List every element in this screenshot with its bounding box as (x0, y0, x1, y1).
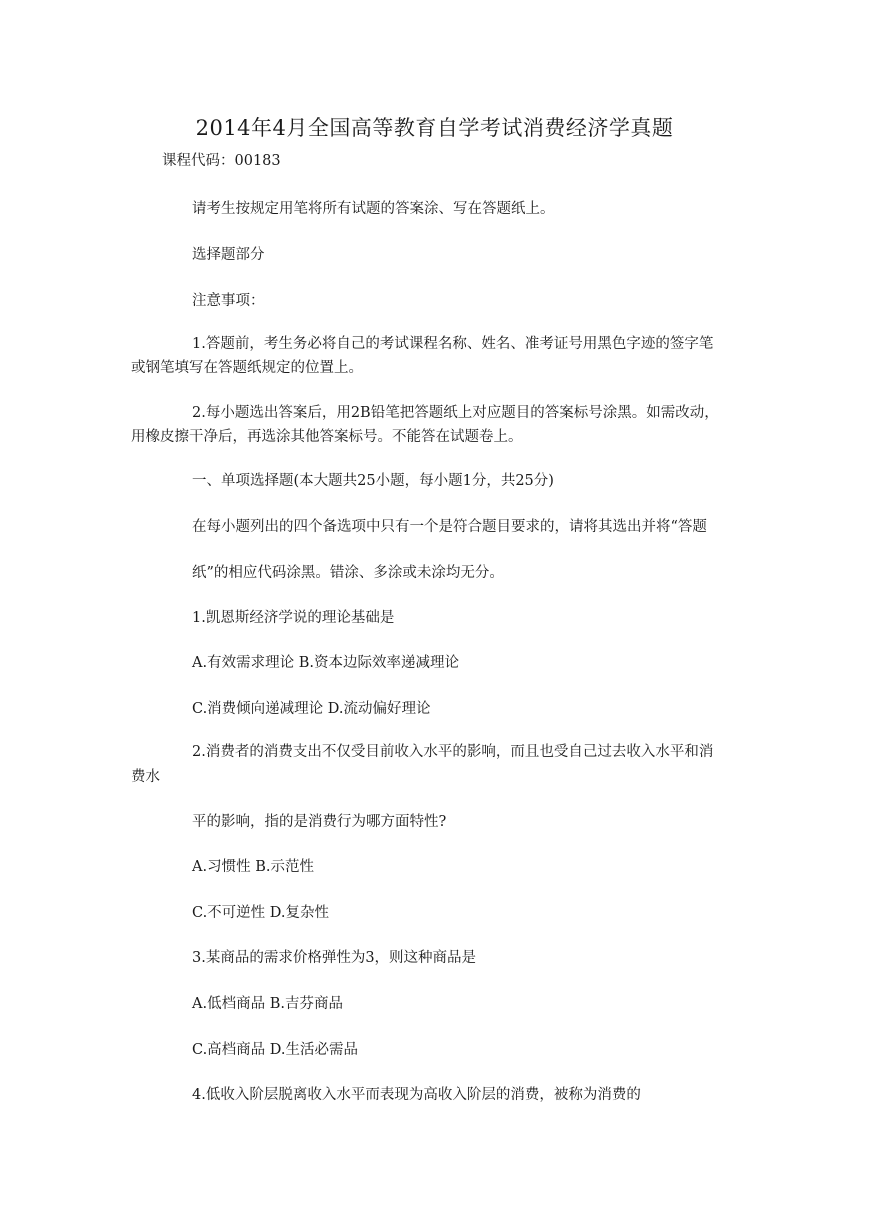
instruction-line: 请考生按规定用笔将所有试题的答案涂、写在答题纸上。 (192, 201, 555, 217)
question-2-line-2: 费水 (131, 769, 160, 785)
part-one-instruction-1: 在每小题列出的四个备选项中只有一个是符合题目要求的，请将其选出并将“答题 (192, 519, 707, 535)
section-heading: 选择题部分 (192, 247, 265, 263)
question-2-line-3: 平的影响，指的是消费行为哪方面特性? (192, 814, 447, 830)
note-1-line-2: 或钢笔填写在答题纸规定的位置上。 (131, 360, 363, 376)
question-3-options-cd: C.高档商品 D.生活必需品 (192, 1042, 359, 1058)
part-one-heading: 一、单项选择题(本大题共25小题，每小题1分，共25分) (192, 473, 554, 489)
document-title: 2014年4月全国高等教育自学考试消费经济学真题 (195, 116, 674, 140)
question-1-options-cd: C.消费倾向递减理论 D.流动偏好理论 (192, 701, 431, 717)
question-3-options-ab: A.低档商品 B.吉芬商品 (192, 996, 343, 1012)
question-1-options-ab: A.有效需求理论 B.资本边际效率递减理论 (192, 655, 459, 671)
question-3: 3.某商品的需求价格弹性为3，则这种商品是 (192, 950, 477, 966)
note-2-line-1: 2.每小题选出答案后，用2B铅笔把答题纸上对应题目的答案标号涂黑。如需改动， (192, 405, 719, 421)
question-4: 4.低收入阶层脱离收入水平而表现为高收入阶层的消费，被称为消费的 (192, 1087, 641, 1103)
notes-heading: 注意事项： (192, 293, 265, 309)
question-2-line-1: 2.消费者的消费支出不仅受目前收入水平的影响，而且也受自己过去收入水平和消 (192, 744, 714, 760)
question-2-options-ab: A.习惯性 B.示范性 (192, 859, 314, 875)
note-2-line-2: 用橡皮擦干净后，再选涂其他答案标号。不能答在试题卷上。 (131, 429, 523, 445)
part-one-instruction-2: 纸”的相应代码涂黑。错涂、多涂或未涂均无分。 (192, 565, 504, 581)
course-code: 课程代码：00183 (162, 153, 281, 169)
question-1: 1.凯恩斯经济学说的理论基础是 (192, 610, 395, 626)
note-1-line-1: 1.答题前，考生务必将自己的考试课程名称、姓名、准考证号用黑色字迹的签字笔 (192, 336, 714, 352)
question-2-options-cd: C.不可逆性 D.复杂性 (192, 905, 330, 921)
